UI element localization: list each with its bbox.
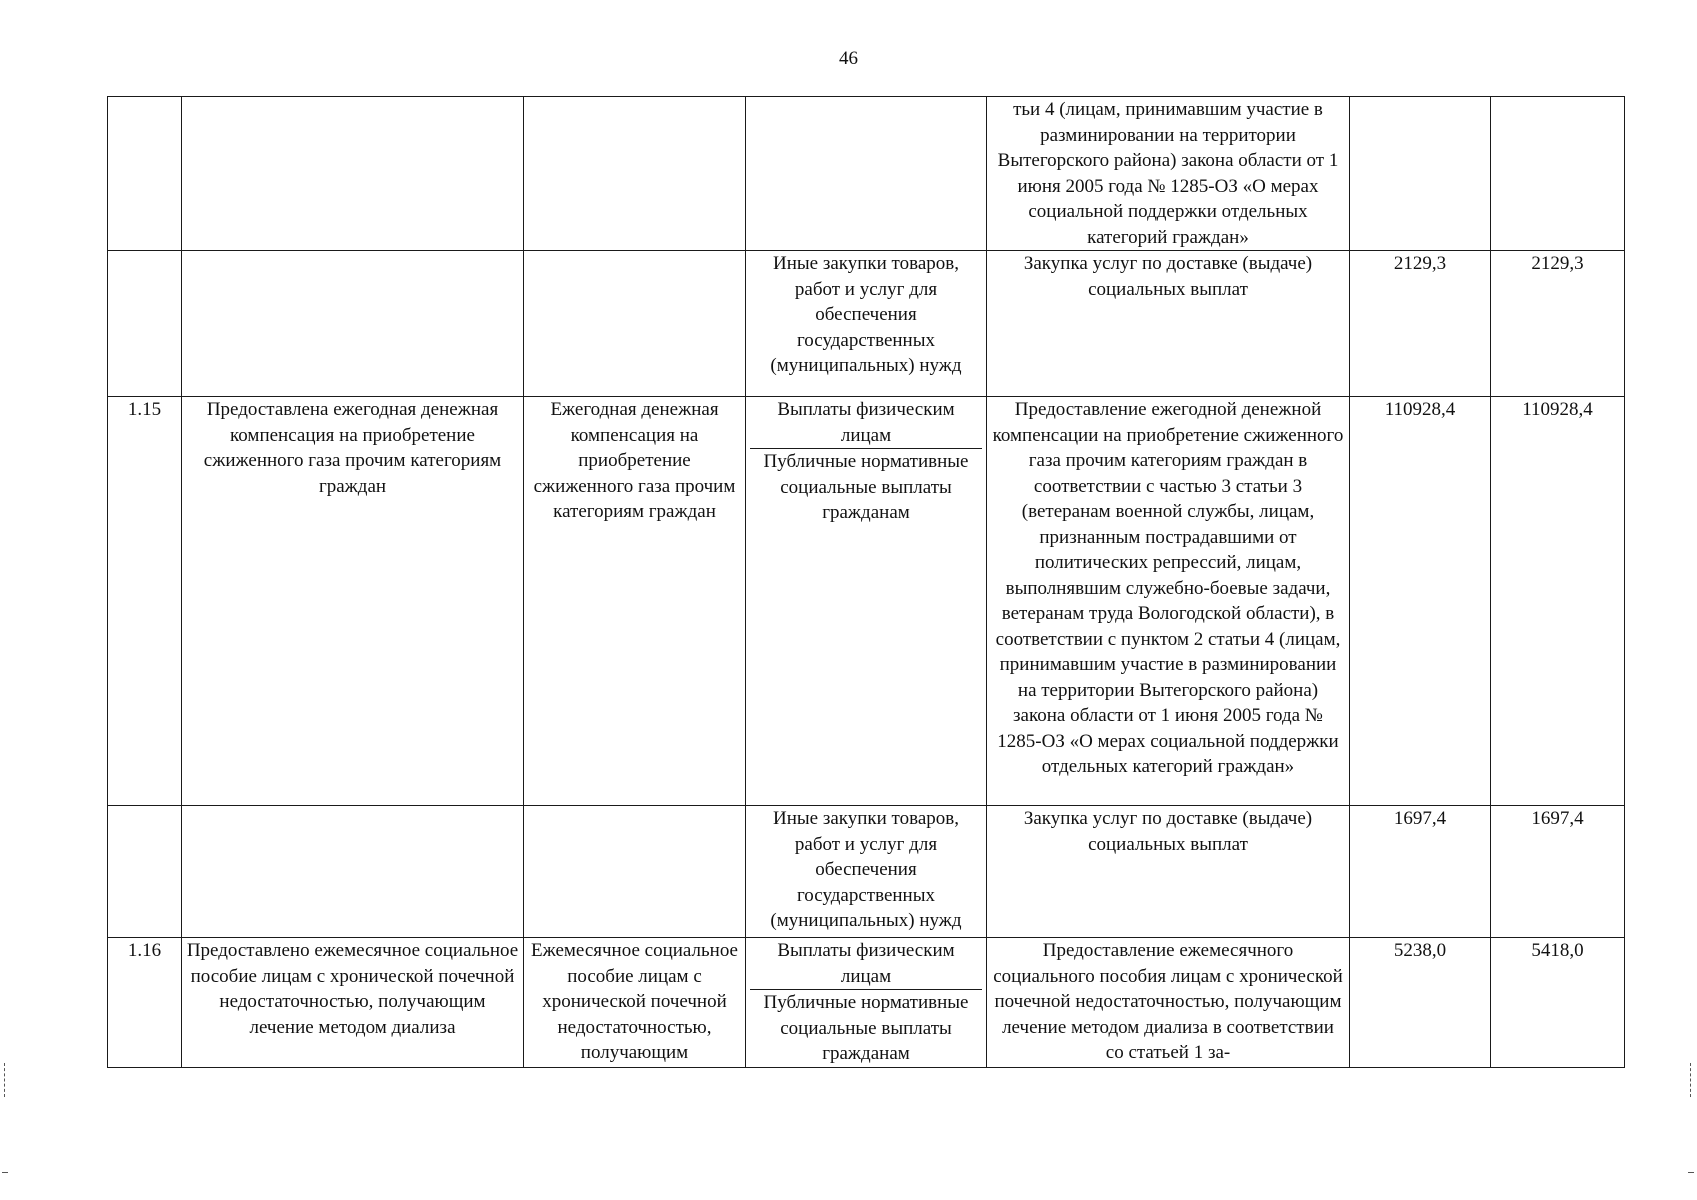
cell-measure: Ежемесячное социальное пособие лицам с хронической почечной недостаточностью, получающим xyxy=(524,938,746,1068)
cell-description: Закупка услуг по доставке (выдаче) социальных выплат xyxy=(987,806,1350,938)
cell-amount-1: 2129,3 xyxy=(1350,251,1491,397)
cell-result: Предоставлена ежегодная денежная компенсация на приобретение сжиженного газа прочим категориям граждан xyxy=(182,397,524,806)
expense-subgroup: Публичные нормативные социальные выплаты гражданам xyxy=(763,992,969,1064)
cell-amount-2: 110928,4 xyxy=(1491,397,1625,806)
table-row xyxy=(108,97,1625,251)
cell-amount-1: 5238,0 xyxy=(1350,938,1491,1068)
cell-measure: Ежегодная денежная компенсация на приобретение сжиженного газа прочим категориям граждан xyxy=(524,397,746,806)
table-row xyxy=(108,938,1625,1068)
scan-edge-mark-left xyxy=(4,1063,6,1097)
cell-measure xyxy=(524,97,746,251)
cell-amount-2: 1697,4 xyxy=(1491,806,1625,938)
cell-description: Предоставление ежемесячного социального пособия лицам с хронической почечной недостаточностью, получающим лечение методом диализа в соответствии со статьей 1 за- xyxy=(987,938,1350,1068)
budget-table xyxy=(107,96,1625,1068)
cell-description: Предоставление ежегодной денежной компенсации на приобретение сжиженного газа прочим категориям граждан в соответствии с частью 3 статьи 3 (ветеранам военной службы, лицам, признанным пострадавшими от политических репрессий, лицам, выполнявшим служебно-боевые задачи, ветеранам труда Вологодской области), в соответствии с пунктом 2 статьи 4 (лицам, принимавшим участие в разминировании на территории Вытегорского района) закона области от 1 июня 2005 года № 1285-ОЗ «О мерах социальной поддержки отдельных категорий граждан» xyxy=(987,397,1350,806)
cell-result: Предоставлено ежемесячное социальное пособие лицам с хронической почечной недостаточностью, получающим лечение методом диализа xyxy=(182,938,524,1068)
cell-measure xyxy=(524,806,746,938)
scan-edge-tick-right xyxy=(1688,1172,1694,1173)
cell-number xyxy=(108,251,182,397)
cell-result xyxy=(182,97,524,251)
cell-description: тьи 4 (лицам, принимавшим участие в разминировании на территории Вытегорского района) закона области от 1 июня 2005 года № 1285-ОЗ «О мерах социальной поддержки отдельных категорий граждан» xyxy=(987,97,1350,251)
cell-expense-type xyxy=(746,938,987,1068)
cell-number: 1.16 xyxy=(108,938,182,1068)
cell-measure xyxy=(524,251,746,397)
cell-number xyxy=(108,806,182,938)
cell-expense-type: Иные закупки товаров, работ и услуг для обеспечения государственных (муниципальных) нужд xyxy=(746,251,987,397)
cell-amount-2: 2129,3 xyxy=(1491,251,1625,397)
scan-edge-mark-right xyxy=(1690,1063,1692,1097)
cell-result xyxy=(182,806,524,938)
cell-amount-1 xyxy=(1350,97,1491,251)
table-row xyxy=(108,397,1625,806)
expense-group: Выплаты физическим лицам xyxy=(750,397,982,449)
cell-expense-type xyxy=(746,397,987,806)
cell-number xyxy=(108,97,182,251)
cell-expense-type xyxy=(746,97,987,251)
cell-expense-type: Иные закупки товаров, работ и услуг для обеспечения государственных (муниципальных) нужд xyxy=(746,806,987,938)
cell-amount-1: 1697,4 xyxy=(1350,806,1491,938)
table-row xyxy=(108,251,1625,397)
scan-edge-tick-left xyxy=(2,1172,8,1173)
cell-number: 1.15 xyxy=(108,397,182,806)
budget-table-container xyxy=(107,96,1625,1068)
cell-amount-2 xyxy=(1491,97,1625,251)
expense-subgroup: Публичные нормативные социальные выплаты гражданам xyxy=(763,451,969,523)
table-row xyxy=(108,806,1625,938)
expense-group: Выплаты физическим лицам xyxy=(750,938,982,990)
page-number: 46 xyxy=(839,48,858,69)
cell-description: Закупка услуг по доставке (выдаче) социальных выплат xyxy=(987,251,1350,397)
cell-amount-1: 110928,4 xyxy=(1350,397,1491,806)
cell-result xyxy=(182,251,524,397)
cell-amount-2: 5418,0 xyxy=(1491,938,1625,1068)
